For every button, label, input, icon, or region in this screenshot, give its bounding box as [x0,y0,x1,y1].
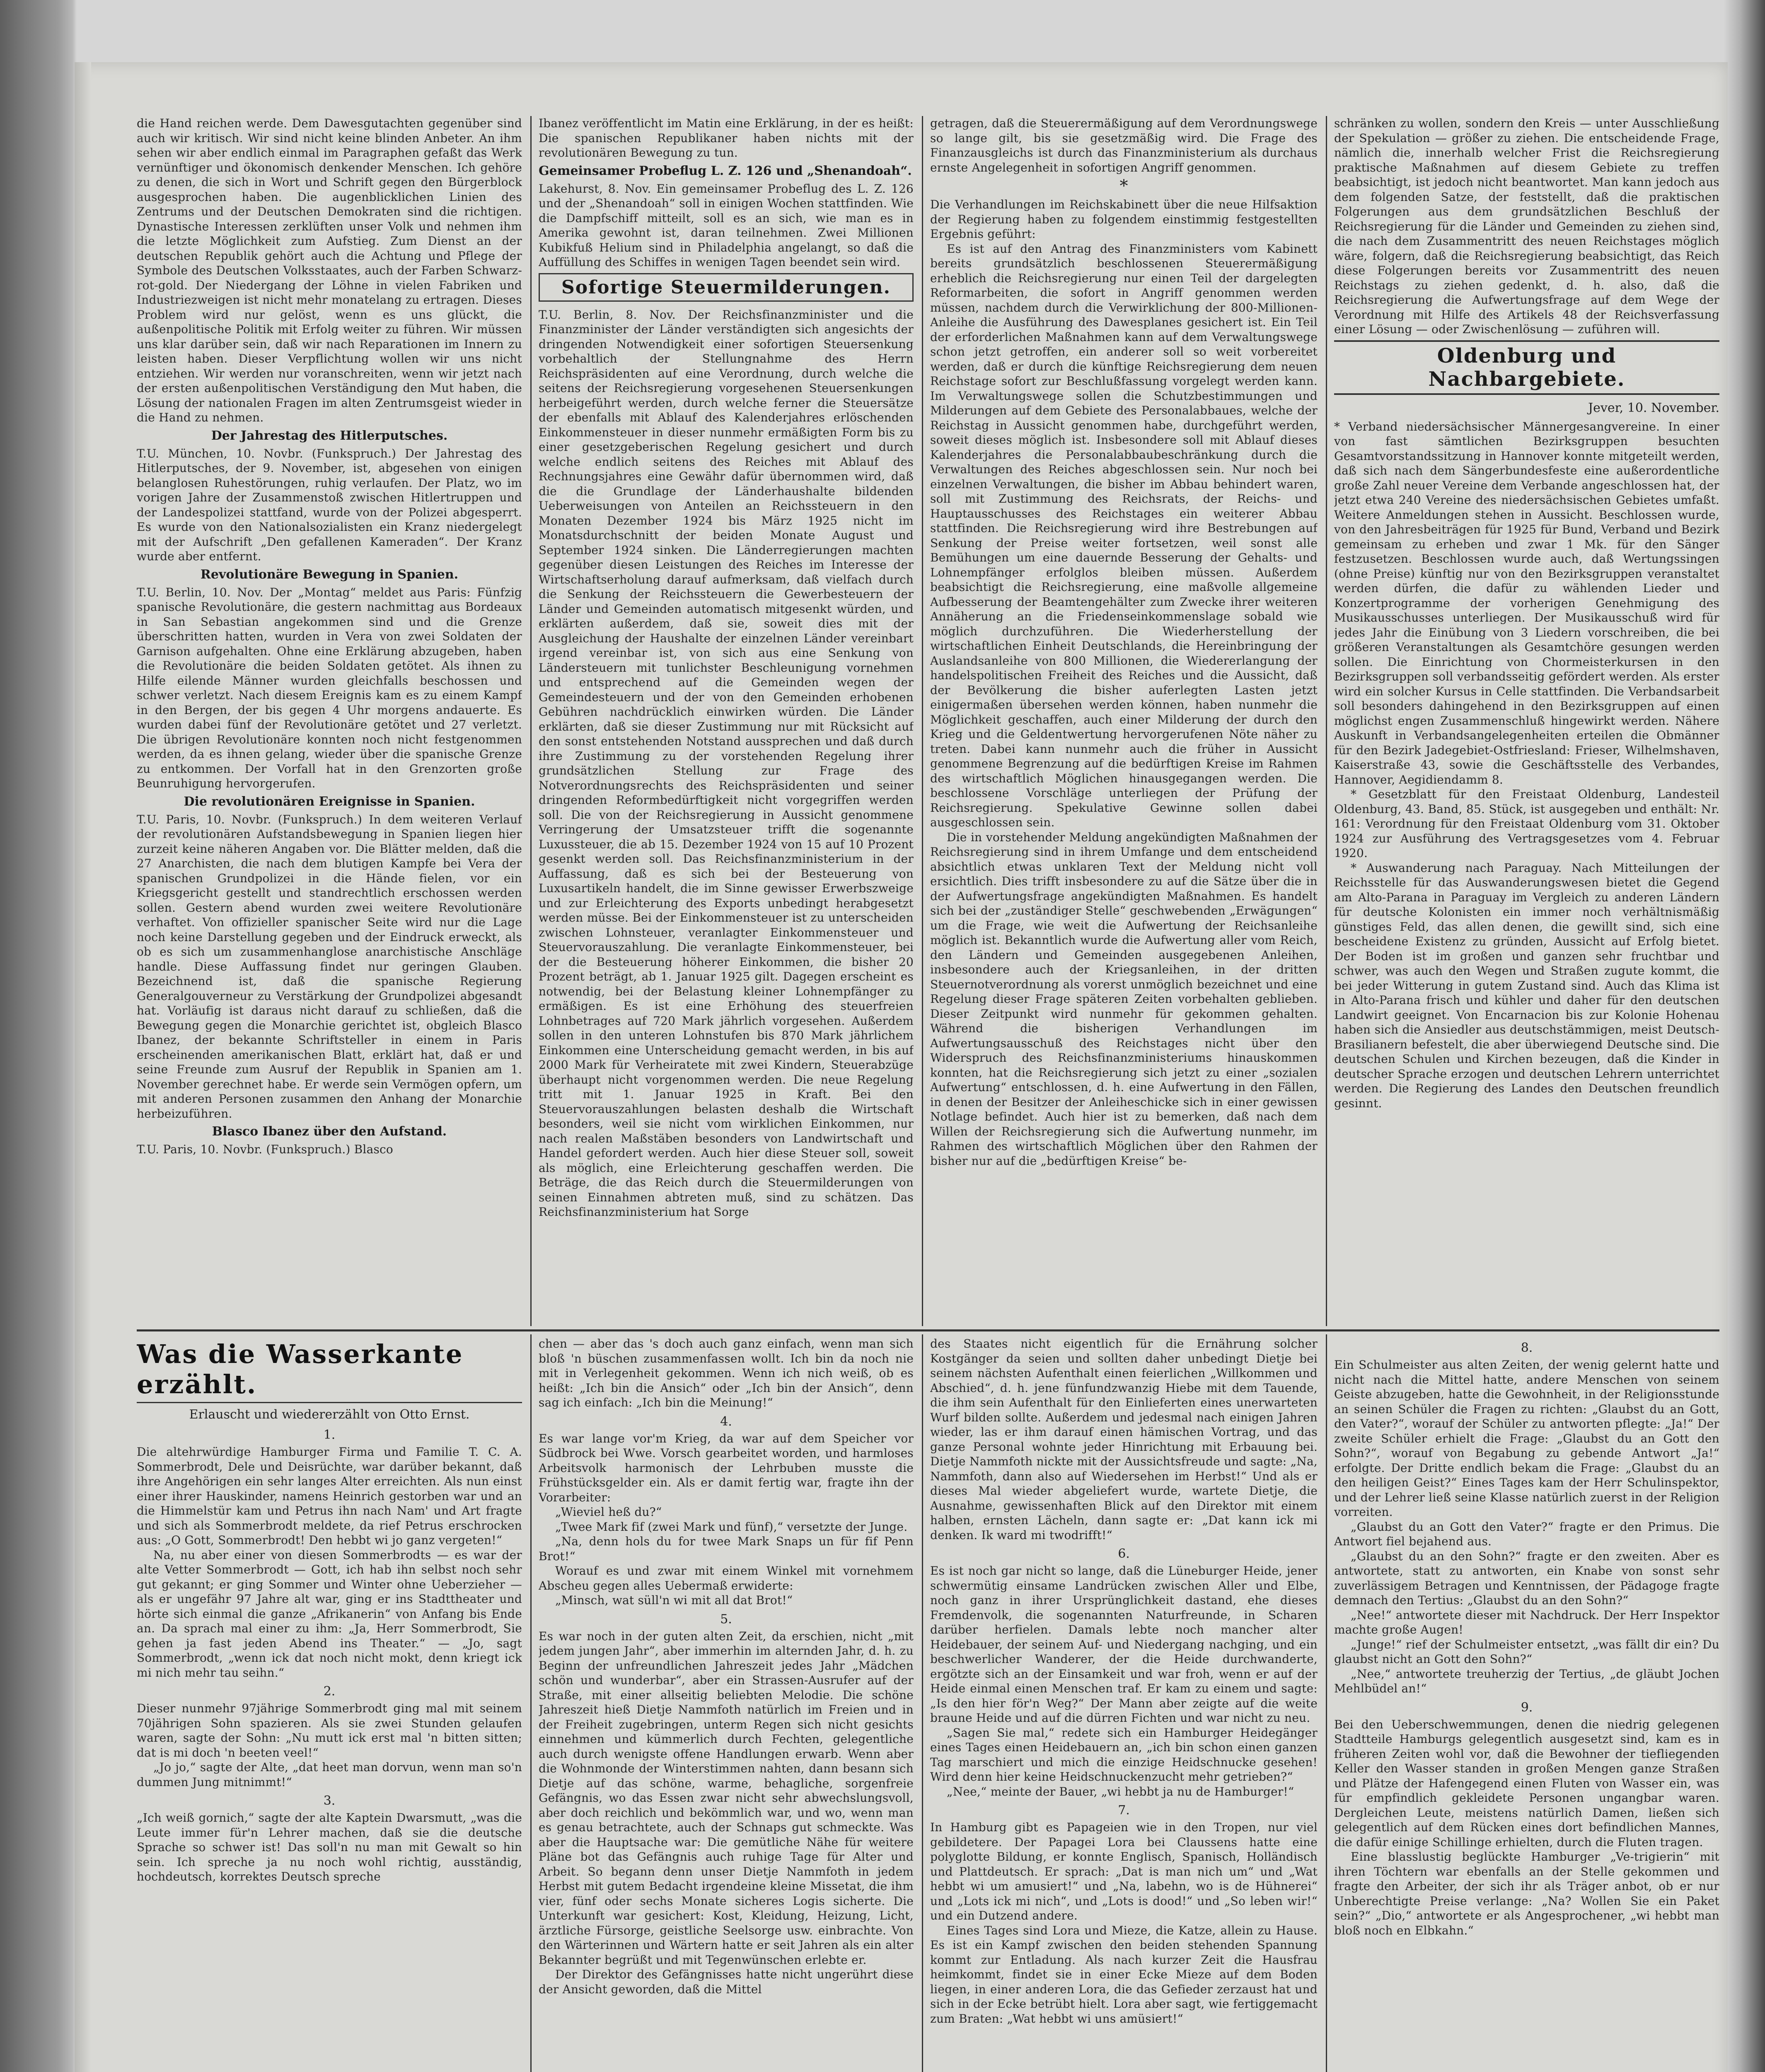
anecdote-text: Es ist noch gar nicht so lange, daß die Lüneburger Heide, jener schwermütig einsame Landrücken zwischen Aller und Elbe, noch ganz in ihrer Ursprünglichkeit dastand, ehe dieses Fremdenvolk, die sogenannten Naturfreunde, in Scharen darüber herfielen. Damals lebte noch mancher alter Heidebauer, der seinem Auf- und Niedergang nachging, und ein beschwerlicher Wanderer, der die Heide durchwanderte, ergötzte sich an der Einsamkeit und war froh, wenn er auf der Heide einmal einen Menschen traf. Er kam zu einem und sagte: „Is den hier för'n Weg?“ Der Mann aber zeigte auf die weite braune Heide und auf die dürren Fichten und war nicht zu neu. [930,1564,1318,1725]
anecdote-text: Na, nu aber einer von diesen Sommerbrodts — es war der alte Vetter Sommerbrodt — Gott, ich hab ihn selbst noch sehr gut gekannt; er ging Sommer und Winter ohne Ueberzieher — als er ungefähr 97 Jahre alt war, ging er ins Stadttheater und hörte sich einmal die ganze „Afrikanerin“ von Anfang bis Ende an. Da sprach mal einer zu ihm: „Ja, Herr Sommerbrodt, Sie gehen ja fast jeden Abend ins Theater.“ — „Jo, sagt Sommerbrodt, „wenn ick dat noch nicht mokt, denn kriegt ick mi nich mehr tau seihn.“ [137,1548,522,1680]
article-headline: Die revolutionären Ereignisse in Spanien. [184,794,475,809]
dateline: Jever, 10. November. [1588,400,1719,415]
column-rule [922,1334,923,2072]
section-number: 8. [1521,1341,1533,1355]
anecdote-text: „Wieviel heß du?“ [555,1505,662,1519]
section-divider [137,1329,1719,1331]
anecdote-text: „Ich weiß gornich,“ sagte der alte Kaptein Dwarsmutt, „was die Leute immer für'n Lehrer machen, daß sie die deutsche Sprache so schwer ist! Das soll'n nu man mit Gewalt so hin sein. Ich spreche ja nu noch wohl richtig, ausständig, hochdeutsch, korrektes Deutsch spreche [137,1811,522,1883]
section-headline: Oldenburg und Nachbargebiete. [1334,340,1719,395]
anecdote-text: „Sagen Sie mal,“ redete sich ein Hamburger Heidegänger eines Tages einen Heidebauern an, „ich bin schon einen ganzen Tag marschiert und mich die einzige Heidschnucke gesehen! Wird denn hier keine Heidschnuckenzucht mehr getrieben?“ [930,1726,1318,1784]
bottom-column-1 [137,1336,522,2072]
anecdote-text: Eine blasslustig beglückte Hamburger „Ve-trigierin“ mit ihren Töchtern war ebenfalls an der Stelle gekommen und fragte den Arbeiter, der sich ihr als Träger anbot, ob er nur Unberechtigte Preise verlange: „Na? Wollen Sie ein Paket sein?“ „Dio,“ antwortete er als Angesprochener, „wi hebbt man bloß noch en Elbkahn.“ [1334,1850,1719,1937]
anecdote-text: „Minsch, wat süll'n wi mit all dat Brot!“ [555,1593,793,1607]
article-text: Ibanez veröffentlicht im Matin eine Erklärung, in der es heißt: Die spanischen Republikaner haben nichts mit der revolutionären Bewegung zu tun. [539,116,914,160]
anecdote-text: chen — aber das 's doch auch ganz einfach, wenn man sich bloß 'n büschen zusammenfassen wollt. Ich bin da noch nie mit in Verlegenheit gekommen. Wenn ich nich weiß, ob es heißt: „Ich bin die Ansich“ oder „Ich bin der Ansich“, denn sag ich einfach: „Ich bin die Meinung!“ [539,1337,914,1409]
anecdote-text: „Junge!“ rief der Schulmeister entsetzt, „was fällt dir ein? Du glaubst nicht an Gott den Sohn?“ [1334,1637,1719,1666]
article-headline: Der Jahrestag des Hitlerputsches. [211,428,448,443]
anecdote-text: Bei den Ueberschwemmungen, denen die niedrig gelegenen Stadtteile Hamburgs gelegentlich ausgesetzt sind, kam es in früheren Zeiten wohl vor, daß die Bewohner der tiefliegenden Keller den Wasser standen in großen Mengen ganze Straßen und Plätze der Hafengegend einen Fluten von Wasser ein, was für empfindlich gekleidete Personen ungangbar waren. Dergleichen Leute, meistens natürlich Damen, ließen sich gelegentlich auf dem Rücken eines dort befindlichen Mannes, die dafür einige Schillinge erhielten, durch die Fluten tragen. [1334,1717,1719,1849]
article-text: T.U. Paris, 10. Novbr. (Funkspruch.) In dem weiteren Verlauf der revolutionären Aufstandsbewegung in Spanien liegen hier zurzeit keine näheren Angaben vor. Die Blätter melden, daß die 27 Anarchisten, die nach dem blutigen Kampfe bei Vera der spanischen Grundpolizei in die Hände fielen, vor ein Kriegsgericht gestellt und standrechtlich erschossen werden sollen. Gestern abend wurden zwei weitere Revolutionäre verhaftet. Von offizieller spanischer Seite wird nur die Lage noch keine Darstellung gegeben und der Eindruck erweckt, als ob es sich um zusammenhanglose anarchistische Anschläge handle. Diese Auffassung findet nur geringen Glauben. Bezeichnend ist, daß die spanische Regierung Generalgouverneur zu Verstärkung der Grundpolizei abgesandt hat. Vorläufig ist daraus nicht darauf zu schließen, daß die Bewegung gegen die Monarchie gerichtet ist, obgleich Blasco Ibanez, der bekannte Schriftsteller in einem in Paris erscheinenden amerikanischen Blatt, erklärt hat, daß er und seine Freunde zum Ausruf der Republik in Spanien am 1. November gerechnet habe. Er werde sein Vermögen opfern, um mit anderen Personen zusammen den Anhang der Monarchie herbeizuführen. [137,812,522,1121]
bottom-column-4 [1334,1336,1719,2072]
section-number: 6. [1118,1547,1130,1561]
article-text: T.U. Berlin, 10. Nov. Der „Montag“ meldet aus Paris: Fünfzig spanische Revolutionäre, die gestern nachmittag aus Bordeaux in San Sebastian angekommen sind und die Grenze überschritten hatten, wurden in Vera von zwei Soldaten der Garnison aufgehalten. Ohne eine Erklärung abzugeben, haben die Revolutionäre die beiden Soldaten getötet. Als ihnen zu Hilfe eilende Männer wurden gleichfalls beschossen und schwer verletzt. Nach diesem Ereignis kam es zu einem Kampf in den Bergen, der bis gegen 4 Uhr morgens andauerte. Es wurden dabei fünf der Revolutionäre getötet und 27 verletzt. Die übrigen Revolutionäre konnten noch nicht festgenommen werden, da es ihnen gelang, wieder über die spanische Grenze zu entkommen. Der Vorfall hat in den Grenzorten große Beunruhigung hervorgerufen. [137,585,522,790]
anecdote-text: Eines Tages sind Lora und Mieze, die Katze, allein zu Hause. Es ist ein Kampf zwischen den beiden stehenden Spannung kommt zur Entladung. Als nach kurzer Zeit die Hausfrau heimkommt, findet sie in einer Ecke Mieze auf dem Boden liegen, in einer anderen Lora, die das Gefieder zerzaust hat und sich in der Ecke betrübt hielt. Lora aber sagt, wie fertiggemacht zum Braten: „Wat hebbt wi uns amüsiert!“ [930,1923,1318,2026]
column-rule [1326,116,1327,1326]
bottom-column-2 [539,1336,914,2072]
column-rule [530,1334,532,2072]
anecdote-text: „Glaubst du an den Sohn?“ fragte er den zweiten. Aber es antwortete, statt zu antworten, ein Knabe von sonst sehr zuverlässigem Betragen und Kenntnissen, der Pädagoge fragte demnach den Tertius: „Glaubst du an den Sohn?“ [1334,1549,1719,1607]
anecdote-text: „Jo jo,“ sagte der Alte, „dat heet man dorvun, wenn man so'n dummen Jung mitnimmt!“ [137,1760,522,1789]
article-text: * Gesetzblatt für den Freistaat Oldenburg, Landesteil Oldenburg, 43. Band, 85. Stück, ist ausgegeben und enthält: Nr. 161: Verordnung für den Freistaat Oldenburg vom 31. Oktober 1924 zur Ausführung des Vertragsgesetzes vom 4. Februar 1920. [1334,787,1719,860]
article-text: Die Verhandlungen im Reichskabinett über die neue Hilfsaktion der Regierung haben zu folgendem einstimmig festgestellten Ergebnis geführt: [930,198,1318,241]
top-column-1 [137,116,522,1326]
top-column-3 [930,116,1318,1326]
page-fold-shadow [75,62,91,2072]
section-number: 2. [323,1684,336,1699]
anecdote-text: Der Direktor des Gefängnisses hatte nicht ungerührt diese der Ansicht geworden, daß die Mittel [539,1968,914,1996]
article-text: Die in vorstehender Meldung angekündigten Maßnahmen der Reichsregierung sind in ihrem Umfange und dem entscheidend absichtlich etwas unklaren Text der Meldung nicht voll ersichtlich. Dies trifft insbesondere zu auf die Sätze über die in der Aufwertungsfrage angekündigten Maßnahmen. Es handelt sich bei der „zuständiger Stelle“ geschwebenden „Erwägungen“ um die Frage, wie weit die Aufwertung der Reichsanleihe möglich ist. Bekanntlich wurde die Aufwertung aller vom Reich, den Ländern und Gemeinden ausgegebenen Anleihen, insbesondere auch der Kriegsanleihen, in der dritten Steuernotverordnung als vorerst unmöglich bezeichnet und eine Regelung dieser Frage späteren Zeiten vorbehalten geblieben. Dieser Zeitpunkt wird nunmehr für gekommen gehalten. Während die bisherigen Verhandlungen im Aufwertungsausschuß des Reichstages nicht über den Widerspruch des Reichsfinanzministeriums hinauskommen konnten, hat die Reichsregierung sich jetzt zu einer „sozialen Aufwertung“ entschlossen, d. h. eine Aufwertung in den Fällen, in denen der Besitzer der Anleiheschicke sich in einer gewissen Notlage befindet. Auch hier ist zu bemerken, daß nach dem Willen der Reichsregierung sich die Aufwertung nunmehr, im Rahmen des wirtschaftlich Möglichen über den Rahmen der bisher nur auf die „bedürftigen Kreise“ be- [930,830,1318,1168]
anecdote-text: des Staates nicht eigentlich für die Ernährung solcher Kostgänger da seien und sollten daher unbedingt Dietje bei seinem nächsten Aufenthalt einen feierlichen „Willkommen und Abschied“, d. h. jene fünfundzwanzig Hiebe mit dem Tauende, die ihm sein Aufenthalt für den Einlieferten eines unerwarteten Wurf bilden sollte. Außerdem und jedesmal nach einigen Jahren wieder, las er ihm darauf einen hämischen Vortrag, und das ganze Personal wohnte jeder Hinrichtung mit Erbauung bei. Dietje Nammfoth nickte mit der Aussichtsfreude und sagte: „Na, Nammfoth, dann also auf Wiedersehen im Herbst!“ Und als er dieses Mal wieder abgeliefert wurde, wartete Dietje, die Ausnahme, gewissenhaften Blick auf den Direktor mit einem halben, ernsten Lächeln, dann sagte er: „Dat kann ick mi denken. Ik ward mi twodrifft!“ [930,1337,1318,1542]
section-number: 5. [720,1612,732,1627]
section-number: 4. [720,1414,732,1429]
anecdote-text: „Nee,“ meinte der Bauer, „wi hebbt ja nu de Hamburger!“ [947,1784,1294,1798]
article-headline-box: Sofortige Steuermilderungen. [539,273,914,302]
column-rule [922,116,923,1326]
article-text: die Hand reichen werde. Dem Dawesgutachten gegenüber sind auch wir kritisch. Wir sind nicht keine blinden Anbeter. An ihm sehen wir aber endlich einmal im Paragraphen gefaßt das Werk vernünftiger und ökonomisch denkender Menschen. Ich gehöre zu denen, die sich in Wort und Schrift gegen den Bürgerblock ausgesprochen haben. Die augenblicklichen Linien des Zentrums und der Deutschen Demokraten sind die richtigen. Dynastische Interessen zerklüften unser Volk und nehmen ihm die letzte Möglichkeit zum Aufstieg. Zum Dienst an der deutschen Republik gehört auch die Achtung und Pflege der Symbole des Deutschen Volksstaates, auch der Farben Schwarz-rot-gold. Der Niedergang der Löhne in vielen Fabriken und Industriezweigen ist nicht mehr monatelang zu ertragen. Dieses Problem wird nur gelöst, wenn es uns glückt, die außenpolitische Politik mit Erfolg weiter zu führen. Wir müssen uns klar darüber sein, daß wir nach Reparationen im Innern zu leisten haben. Dieser Verpflichtung wollen wir uns nicht entziehen. Wir werden nur voranschreiten, wenn wir jetzt nach der ersten außenpolitischen Verständigung den Mut haben, die Lösung der nationalen Fragen im alten Zentrumsgeist wieder in die Hand zu nehmen. [137,116,522,424]
anecdote-text: Die altehrwürdige Hamburger Firma und Familie T. C. A. Sommerbrodt, Dele und Deisrüchte, war darüber bekannt, daß ihre Angehörigen ein sehr langes Alter erreichten. Als nun einst einer ihrer Hauskinder, namens Heinrich gestorben war und an die Himmelstür kam und Petrus ihn nach Nam' und Art fragte und sich als Sommerbrodt meldete, da rief Petrus erschrocken aus: „O Gott, Sommerbrodt! Den hebbt wi jo ganz vergeten!“ [137,1445,522,1547]
article-text: * Verband niedersächsischer Männergesangvereine. In einer von fast sämtlichen Bezirksgruppen besuchten Gesamtvorstandssitzung in Hannover konnte mitgeteilt werden, daß sich nach dem Sängerbundesfeste eine außerordentliche große Zahl neuer Vereine dem Verbande angeschlossen hat, der jetzt etwa 240 Vereine des niedersächsischen Gebietes umfaßt. Weitere Anmeldungen stehen in Aussicht. Beschlossen wurde, von den Jahresbeiträgen für 1925 für Bund, Verband und Bezirk gemeinsam zu erheben und zwar 1 Mk. für den Sänger festzusetzen. Beschlossen wurde auch, daß Wertungssingen (ohne Preise) künftig nur von den Bezirksgruppen veranstaltet werden dürfen, die dafür zu wählenden Lieder und Konzertprogramme der vorherigen Genehmigung des Musikausschusses unterliegen. Der Musikausschuß wird für jedes Jahr die Einübung von 3 Liedern vorschreiben, die bei größeren Veranstaltungen als Gesamtchöre gesungen werden sollen. Die Einrichtung von Chormeisterkursen in den Bezirksgruppen soll verbandsseitig gefördert werden. Als erster wird ein solcher Kursus in Celle stattfinden. Die Verbandsarbeit soll besonders dahingehend in den Bezirksgruppen auf einen möglichst engen Zusammenschluß hingewirkt werden. Nähere Auskunft in Verbandsangelegenheiten erteilen die Obmänner für den Bezirk Jadegebiet-Ostfriesland: Frieser, Wilhelmshaven, Kaiserstraße 43, sowie die Geschäftsstelle des Verbandes, Hannover, Aegidiendamm 8. [1334,419,1719,787]
anecdote-text: „Nee!“ antwortete dieser mit Nachdruck. Der Herr Inspektor machte große Augen! [1334,1608,1719,1636]
anecdote-text: „Na, denn hols du for twee Mark Snaps un für fif Penn Brot!“ [539,1535,914,1563]
article-headline: Gemeinsamer Probeflug L. Z. 126 und „Shenandoah“. [539,163,912,178]
article-headline: Blasco Ibanez über den Aufstand. [212,1124,447,1139]
article-text: Lakehurst, 8. Nov. Ein gemeinsamer Probeflug des L. Z. 126 und der „Shenandoah“ soll in einigen Wochen stattfinden. Wie die Dampfschiff mitteilt, soll es an sich, wie man es in Amerika gewohnt ist, daran teilnehmen. Zwei Millionen Kubikfuß Helium sind in Philadelphia angelangt, so daß die Auffüllung des Schiffes in wenigen Tagen beendet sein wird. [539,182,914,269]
anecdote-text: Ein Schulmeister aus alten Zeiten, der wenig gelernt hatte und nicht nach die Mittel hatte, andere Menschen von seinem Geiste abzugeben, hatte die Gewohnheit, in der Religionsstunde an seinen Schüler die Fragen zu richten: „Glaubst du an Gott, den Vater?“, worauf der Schüler zu antworten pflegte: „Ja!“ Der zweite Schüler erhielt die Frage: „Glaubst du an Gott den Sohn?“, worauf von Begabung zu gebende Antwort „Ja!“ erfolgte. Der Dritte endlich bekam die Frage: „Glaubst du an den heiligen Geist?“ Eines Tages kam der Herr Schulinspektor, und der Lehrer ließ seine Klasse natürlich zuerst in der Religion vorreiten. [1334,1358,1719,1519]
section-number: 3. [323,1794,336,1808]
separator-star: * [1119,177,1128,196]
article-text: getragen, daß die Steuerermäßigung auf dem Verordnungswege so lange gilt, bis sie gesetzmäßig wird. Die Frage des Finanzausgleichs ist durch das Finanzministerium als durchaus ernste Angelegenheit in sofortigen Angriff genommen. [930,116,1318,174]
anecdote-text: Dieser nunmehr 97jährige Sommerbrodt ging mal mit seinem 70jährigen Sohn spazieren. Als sie zwei Stunden gelaufen waren, sagte der Sohn: „Nu mutt ick erst mal 'n bitten sitten; dat is mi doch 'n beeten veel!“ [137,1702,522,1760]
anecdote-text: „Glaubst du an Gott den Vater?“ fragte er den Primus. Die Antwort fiel bejahend aus. [1334,1520,1719,1548]
bottom-column-3 [930,1336,1318,2072]
article-text: T.U. München, 10. Novbr. (Funkspruch.) Der Jahrestag des Hitlerputsches, der 9. November, ist, abgesehen von einigen belanglosen Ruhestörungen, ruhig verlaufen. Der Platz, wo im vorigen Jahre der Zusammenstoß zwischen Hitlertruppen und der Landespolizei stattfand, wurde von der Polizei abgesperrt. Es wurde von den Nationalsozialisten ein Kranz niedergelegt mit der Aufschrift „Den gefallenen Kameraden“. Der Kranz wurde aber entfernt. [137,446,522,563]
article-headline: Revolutionäre Bewegung in Spanien. [200,567,459,582]
section-number: 9. [1521,1700,1533,1715]
article-text: schränken zu wollen, sondern den Kreis — unter Ausschließung der Spekulation — größer zu ziehen. Die entscheidende Frage, nämlich die, innerhalb welcher Frist die Reichsregierung praktische Maßnahmen auf diesem Gebiete zu treffen beabsichtigt, ist jedoch nicht beantwortet. Man kann jedoch aus dem folgenden Satze, der feststellt, daß die praktischen Folgerungen aus dem grundsätzlichen Beschluß der Reichsregierung für die Länder und Gemeinden zu ziehen sind, die nach dem Zusammentritt des neuen Reichstages möglich wäre, folgern, daß die Reichsregierung beabsichtigt, das Reich diese Folgerungen bereits vor Zusammentritt des neuen Reichstags zu ziehen gedenkt, d. h. also, daß die Reichsregierung die Aufwertungsfrage auf dem Wege der Verordnung mit Hilfe des Artikels 48 der Reichsverfassung einer Lösung — oder Zwischenlösung — zuführen will. [1334,116,1719,336]
section-number: 1. [323,1428,336,1442]
anecdote-text: „Nee,“ antwortete treuherzig der Tertius, „de gläubt Jochen Mehlbüdel an!“ [1334,1667,1719,1695]
section-number: 7. [1118,1803,1130,1818]
newspaper-page [75,62,1728,2072]
feature-title: Was die Wasserkante erzählt. [137,1339,522,1403]
article-text: T.U. Paris, 10. Novbr. (Funkspruch.) Blasco [137,1143,393,1156]
column-rule [1326,1334,1327,2072]
anecdote-text: Worauf es und zwar mit einem Winkel mit vornehmem Abscheu gegen alles Uebermaß erwiderte: [539,1564,914,1593]
article-text: Es ist auf den Antrag des Finanzministers vom Kabinett bereits grundsätzlich beschlossenen Steuerermäßigung erheblich die Reichsregierung nur einen Teil der dargelegten Reformarbeiten, die sofort in Angriff genommen werden müssen, nachdem durch die Verwirklichung der 800-Millionen-Anleihe die Ausführung des Dawesplanes gesichert ist. Ein Teil der erforderlichen Maßnahmen kann auf dem Verwaltungswege schon jetzt getroffen, ein anderer soll so weit vorbereitet werden, daß er durch die künftige Reichsregierung dem neuen Reichstage sofort zur Beschlußfassung vorgelegt werden kann. Im Verwaltungswege sollen die Schutzbestimmungen und Milderungen auf dem Gebiete des Personalabbaues, welche der Reichstag in Aussicht genommen habe, durchgeführt werden, soweit dieses möglich ist. Insbesondere soll mit Ablauf dieses Kalenderjahres die Personalabbaubeschränkung durch die Verwaltungen des Reiches abgeschlossen sein. Nur noch bei einzelnen Verwaltungen, die bisher im Abbau behindert waren, soll mit Zustimmung des Reichsrats, der Reichs- und Hauptausschusses des Reichstages ein weiterer Abbau stattfinden. Die Reichsregierung wird ihre Bestrebungen auf Senkung der Preise weiter fortsetzen, weil sonst alle Bemühungen um eine dauernde Besserung der Gehalts- und Lohnempfänger erfolglos bleiben müssen. Außerdem beabsichtigt die Reichsregierung, eine maßvolle allgemeine Aufbesserung der Beamtengehälter zum Zwecke ihrer weiteren Annäherung an die Friedenseinkommenslage sobald wie möglich durchzuführen. Die Wiederherstellung der wirtschaftlichen Einheit Deutschlands, die Hereinbringung der Auslandsanleihe von 800 Millionen, die Wiedererlangung der handelspolitischen Freiheit des Reiches und die Aussicht, daß der Bevölkerung die bisher auferlegten Lasten jetzt einigermaßen übersehen werden können, haben nunmehr die Möglichkeit geschaffen, auch einer Milderung der durch den Krieg und die Geldentwertung hervorgerufenen Nöte näher zu treten. Dabei kann nunmehr auch die früher in Aussicht genommene Begrenzung auf die bedürftigen Kreise im Rahmen des wirtschaftlich Möglichen hinausgegangen werden. Die beschlossene Vorschläge unterliegen der Prüfung der Reichsregierung. Spekulative Gewinne sollen dabei ausgeschlossen sein. [930,242,1318,829]
top-column-2 [539,116,914,1326]
anecdote-text: Es war lange vor'm Krieg, da war auf dem Speicher vor Südbrock bei Wwe. Vorsch gearbeitet worden, und harmloses Arbeitsvolk harmonisch der Lehrbuben musste die Frühstücksgelder ein. Als er damit fertig war, fragte ihn der Vorarbeiter: [539,1431,914,1504]
feature-byline: Erlauscht und wiedererzählt von Otto Ernst. [189,1407,470,1422]
article-text: T.U. Berlin, 8. Nov. Der Reichsfinanzminister und die Finanzminister der Länder verständigten sich angesichts der dringenden Notwendigkeit einer sofortigen Steuersenkung vorbehaltlich der Stellungnahme des Herrn Reichspräsidenten auf eine Verordnung, durch welche die seitens der Reichsregierung vorgesehenen Steuersenkungen herbeigeführt werden, durch welche ferner die Steuersätze der ebenfalls mit Ablauf des Kalenderjahres erlöschenden Einkommensteuer in dieser nunmehr ermäßigten Form bis zu einer gesetzgeberischen Regelung gesichert und durch welche endlich seitens des Reiches mit Ablauf des Rechnungsjahres eine Gewähr dafür übernommen wird, daß die die Grundlage der Länderhaushalte bildenden Ueberweisungen von Anteilen an Reichssteuern in den Monaten Dezember 1924 bis März 1925 nicht im Monatsdurchschnitt der beiden Monate August und September 1924 sinken. Die Länderregierungen machten gegenüber diesen Leistungen des Reiches im Interesse der Wirtschaftserholung darauf aufmerksam, daß vielfach durch die Senkung der Reichssteuern die Gewerbesteuern der Länder und Gemeinden automatisch mitgesenkt würden, und erklärten außerdem, daß sie, soweit dies mit der Ausgleichung der Haushalte der einzelnen Länder vereinbart irgend vereinbar ist, von sich aus eine Senkung von Ländersteuern mit tunlichster Beschleunigung vornehmen und entsprechend auf die Gemeinden wegen der Gemeindesteuern und der von den Gemeinden erhobenen Gebühren nachdrücklich einwirken würden. Die Länder erklärten, daß sie dieser Zustimmung nur mit Rücksicht auf den sonst entstehenden Notstand aussprechen und daß durch ihre Zustimmung zu der vorstehenden Regelung ihrer grundsätzlichen Stellung zur Frage des Notverordnungsrechts des Reichspräsidenten und seiner dringenden Reformbedürftigkeit nicht vorgegriffen werden soll. Die von der Reichsregierung in Aussicht genommene Verringerung der Umsatzsteuer trifft die sogenannte Luxussteuer, die ab 15. Dezember 1924 von 15 auf 10 Prozent gesenkt werden soll. Das Reichsfinanzministerium in der Auffassung, daß es sich bei der Besteuerung von Luxusartikeln handelt, die im Sinne gewisser Erwerbszweige und zur Erleichterung des Exports unbedingt herabgesetzt werden müsse. Bei der Einkommensteuer ist zu unterscheiden zwischen Lohnsteuer, veranlagter Einkommensteuer und Steuervorauszahlung. Die veranlagte Einkommensteuer, bei der die Besteuerung höherer Einkommen, die bisher 20 Prozent beträgt, ab 1. Januar 1925 gilt. Dagegen erscheint es notwendig, bei der Belastung kleiner Lohnempfänger zu ermäßigen. Es ist eine Erhöhung des steuerfreien Lohnbetrages auf 720 Mark jährlich vorgesehen. Außerdem sollen in den unteren Lohnstufen bis 870 Mark jährlichem Einkommen eine Unterscheidung gemacht werden, in bis auf 2000 Mark für Verheiratete mit zwei Kindern, Steuerabzüge überhaupt nicht vorgenommen werden. Die neue Regelung tritt mit 1. Januar 1925 in Kraft. Bei den Steuervorauszahlungen belasten deshalb die Wirtschaft besonders, weil sie nicht vom wirklichen Einkommen, nur nach realen Maßstäben besonders von Landwirtschaft und Handel gefordert werden. Auch hier diese Steuer soll, soweit als möglich, eine Erleichterung geschaffen werden. Die Beträge, die das Reich durch die Steuermilderungen von seinen Einnahmen abtreten muß, sind zu schätzen. Das Reichsfinanzministerium hat Sorge [539,307,914,1219]
anecdote-text: In Hamburg gibt es Papageien wie in den Tropen, nur viel gebildetere. Der Papagei Lora bei Claussens hatte eine polyglotte Bildung, er konnte Englisch, Spanisch, Holländisch und Plattdeutsch. Er sprach: „Dat is man nich um“ und „Wat hebbt wi um amusiert!“ und „Na, labehn, wo is de Hühnerei“ und „Lots ick mi nich“, und „Lots is dood!“ und „So leben wir!“ und ein Dutzend andere. [930,1820,1318,1922]
anecdote-text: „Twee Mark fif (zwei Mark und fünf),“ versetzte der Junge. [555,1520,908,1534]
article-text: * Auswanderung nach Paraguay. Nach Mitteilungen der Reichsstelle für das Auswanderungswesen bietet die Gegend am Alto-Parana in Paraguay im Vergleich zu anderen Ländern für deutsche Kolonisten ein immer noch verhältnismäßig günstiges Feld, das allen denen, die gewillt sind, sich eine bescheidene Existenz zu gründen, Aussicht auf Erfolg bietet. Der Boden ist im großen und ganzen sehr fruchtbar und schwer, was auch den Wegen und Straßen zugute kommt, die bei jeder Witterung in gutem Zustand sind. Auch das Klima ist in Alto-Parana frisch und kühler und daher für den deutschen Landwirt geeignet. Von Encarnacion bis zur Kolonie Hohenau haben sich die Ansiedler aus deutschstämmigen, meist Deutsch-Brasilianern befestelt, die aber überwiegend Deutsche sind. Die deutschen Schulen und Kirchen bezeugen, daß die Kinder in deutscher Sprache erzogen und deutschen Lehrern unterrichtet werden. Die Regierung des Landes den Deutschen freundlich gesinnt. [1334,861,1719,1110]
column-rule [530,116,532,1326]
top-column-4 [1334,116,1719,1326]
anecdote-text: Es war noch in der guten alten Zeit, da erschien, nicht „mit jedem jungen Jahr“, aber immerhin im alternden Jahr, d. h. zu Beginn der unfreundlichen Jahreszeit jedes Jahr „Mädchen schön und wunderbar“, aber ein Strassen-Ausrufer auf der Straße, mit einer allseitig beliebten Melodie. Die schöne Jahreszeit hieß Dietje Nammfoth natürlich im Freien und in der Freiheit zugebringen, unterm Regen sich nicht gesichts einnehmen und kümmerlich durch Fechten, gelegentliche auch durch wenigste offene Handlungen erwarb. Wenn aber die Wohnmonde der Winterstimmen nahten, dann besann sich Dietje auf das schöne, warme, behagliche, sorgenfreie Gefängnis, wo das Essen zwar nicht sehr abwechslungsvoll, aber doch reichlich und bekömmlich war, und wo, wenn man es genau betrachtete, auch der Schnaps gut schmeckte. Was aber die Hauptsache war: Die gemütliche Nähe für weitere Pläne bot das Gefängnis auch ruhige Tage für Alter und Arbeit. So begann denn unser Dietje Nammfoth in jedem Herbst mit gutem Bedacht irgendeine kleine Missetat, die ihm vier, fünf oder sechs Monate sicheres Logis sicherte. Die Unterkunft war gesichert: Kost, Kleidung, Heizung, Licht, ärztliche Fürsorge, geistliche Seelsorge usw. einbrachte. Von den Wärterinnen und Wärtern hatte er seit Jahren als ein alter Bekannter begrüßt und mit Tegenwünschen erlebte er. [539,1629,914,1967]
